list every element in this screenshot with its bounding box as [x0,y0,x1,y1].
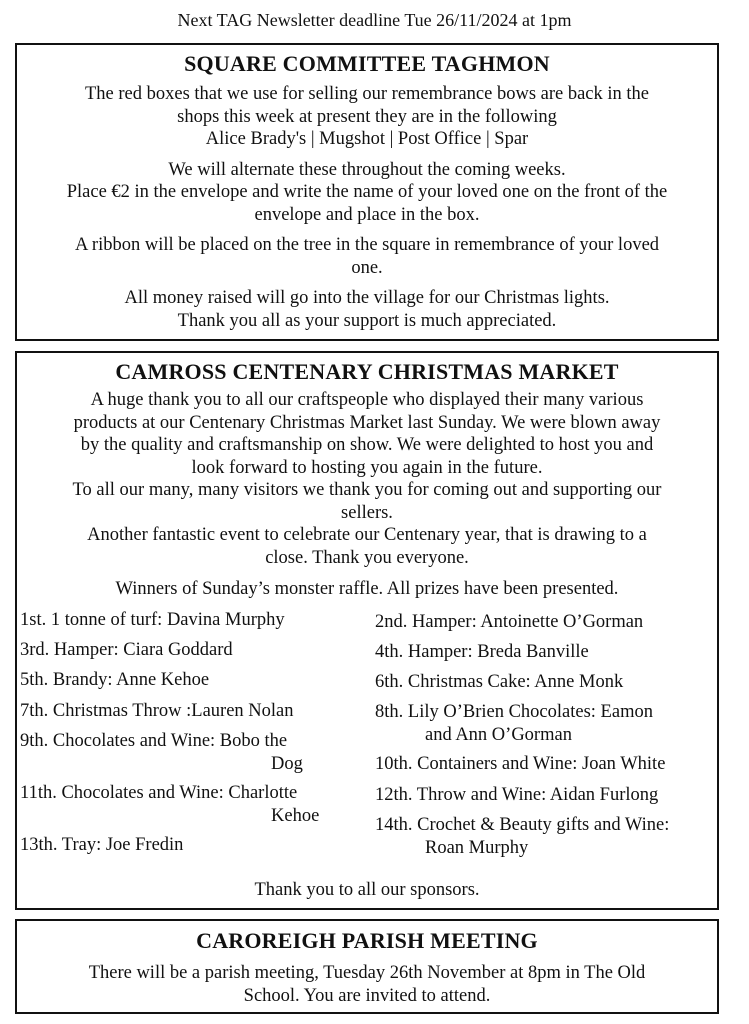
prize-text: 1st. 1 tonne of turf: Davina Murphy [20,610,285,630]
square-committee-title: SQUARE COMMITTEE TAGHMON [184,51,550,76]
parish-meeting-title: CAROREIGH PARISH MEETING [196,928,538,953]
text-line: School. You are invited to attend. [243,985,491,1006]
text-line: by the quality and craftsmanship on show. We were delighted to host you and [80,435,654,455]
text-line: one. [351,257,383,278]
text-line: We will alternate these throughout the coming weeks. [168,159,566,180]
christmas-market-paragraph [21,389,713,569]
prize-10th [375,753,665,776]
prize-text: 7th. Christmas Throw :Lauren Nolan [20,701,294,721]
square-committee-notice [15,43,719,341]
prize-text: 14th. Crochet & Beauty gifts and Wine: [375,815,670,835]
prize-text-continued: Kehoe [271,805,320,826]
text-line: sellers. [341,502,393,523]
text-line: A huge thank you to all our craftspeople who displayed their many various [90,390,644,410]
christmas-market-title: CAMROSS CENTENARY CHRISTMAS MARKET [115,359,619,384]
text-line: shops this week at present they are in the following [177,106,557,127]
square-committee-paragraph [21,83,713,151]
text-line: Place €2 in the envelope and write the name of your loved one on the front of the [66,182,668,202]
text-line: The red boxes that we use for selling our remembrance bows are back in the [84,84,650,104]
prize-5th [20,669,209,692]
prize-text: 3rd. Hamper: Ciara Goddard [20,640,233,660]
sponsors-thanks: Thank you to all our sponsors. [254,880,480,900]
prize-text: 5th. Brandy: Anne Kehoe [20,670,210,690]
text-line: There will be a parish meeting, Tuesday 26th November at 8pm in The Old [88,963,646,983]
text-line: close. Thank you everyone. [265,547,469,568]
prize-text-continued: Roan Murphy [425,837,529,858]
text-line: products at our Centenary Christmas Market last Sunday. We were blown away [73,412,661,433]
prize-text-continued: Dog [271,753,303,774]
prize-2nd [375,611,643,634]
prize-1st [20,609,285,632]
prize-14th [375,814,669,859]
prize-text: 13th. Tray: Joe Fredin [20,835,184,855]
text-line: Thank you all as your support is much appreciated. [177,310,557,331]
prize-8th [375,701,653,746]
text-line: look forward to hosting you again in the future. [191,457,543,478]
text-line: A ribbon will be placed on the tree in the square in remembrance of your loved [74,235,660,255]
prize-4th [375,641,589,664]
prize-text: 8th. Lily O’Brien Chocolates: Eamon [375,702,653,722]
prize-11th [20,782,319,827]
parish-meeting-paragraph [21,962,713,1007]
shop-list: Alice Brady's | Mugshot | Post Office | Spar [205,129,529,149]
newsletter-deadline: Next TAG Newsletter deadline Tue 26/11/2024 at 1pm [177,10,572,30]
prize-13th [20,834,183,857]
prize-text: 4th. Hamper: Breda Banville [375,642,589,662]
prize-3rd [20,639,233,662]
prize-text-continued: and Ann O’Gorman [425,724,572,745]
prize-text: 6th. Christmas Cake: Anne Monk [375,672,624,692]
raffle-intro: Winners of Sunday’s monster raffle. All prizes have been presented. [115,579,619,599]
prize-6th [375,671,623,694]
square-committee-paragraph [21,287,713,332]
prize-text: 10th. Containers and Wine: Joan White [375,754,666,774]
prize-text: 9th. Chocolates and Wine: Bobo the [20,731,288,751]
prize-7th [20,700,294,723]
text-line: Another fantastic event to celebrate our Centenary year, that is drawing to a [87,525,647,545]
prize-text: 2nd. Hamper: Antoinette O’Gorman [375,612,644,632]
prize-9th [20,730,303,775]
parish-meeting-notice [15,919,719,1014]
square-committee-paragraph [21,234,713,279]
text-line: To all our many, many visitors we thank you for coming out and supporting our [72,480,662,500]
square-committee-paragraph [21,159,713,227]
prize-text: 12th. Throw and Wine: Aidan Furlong [375,785,659,805]
prize-text: 11th. Chocolates and Wine: Charlotte [20,783,298,803]
christmas-market-notice [15,351,719,910]
text-line: All money raised will go into the village for our Christmas lights. [124,288,610,308]
text-line: envelope and place in the box. [254,204,480,225]
prize-12th [375,784,658,807]
